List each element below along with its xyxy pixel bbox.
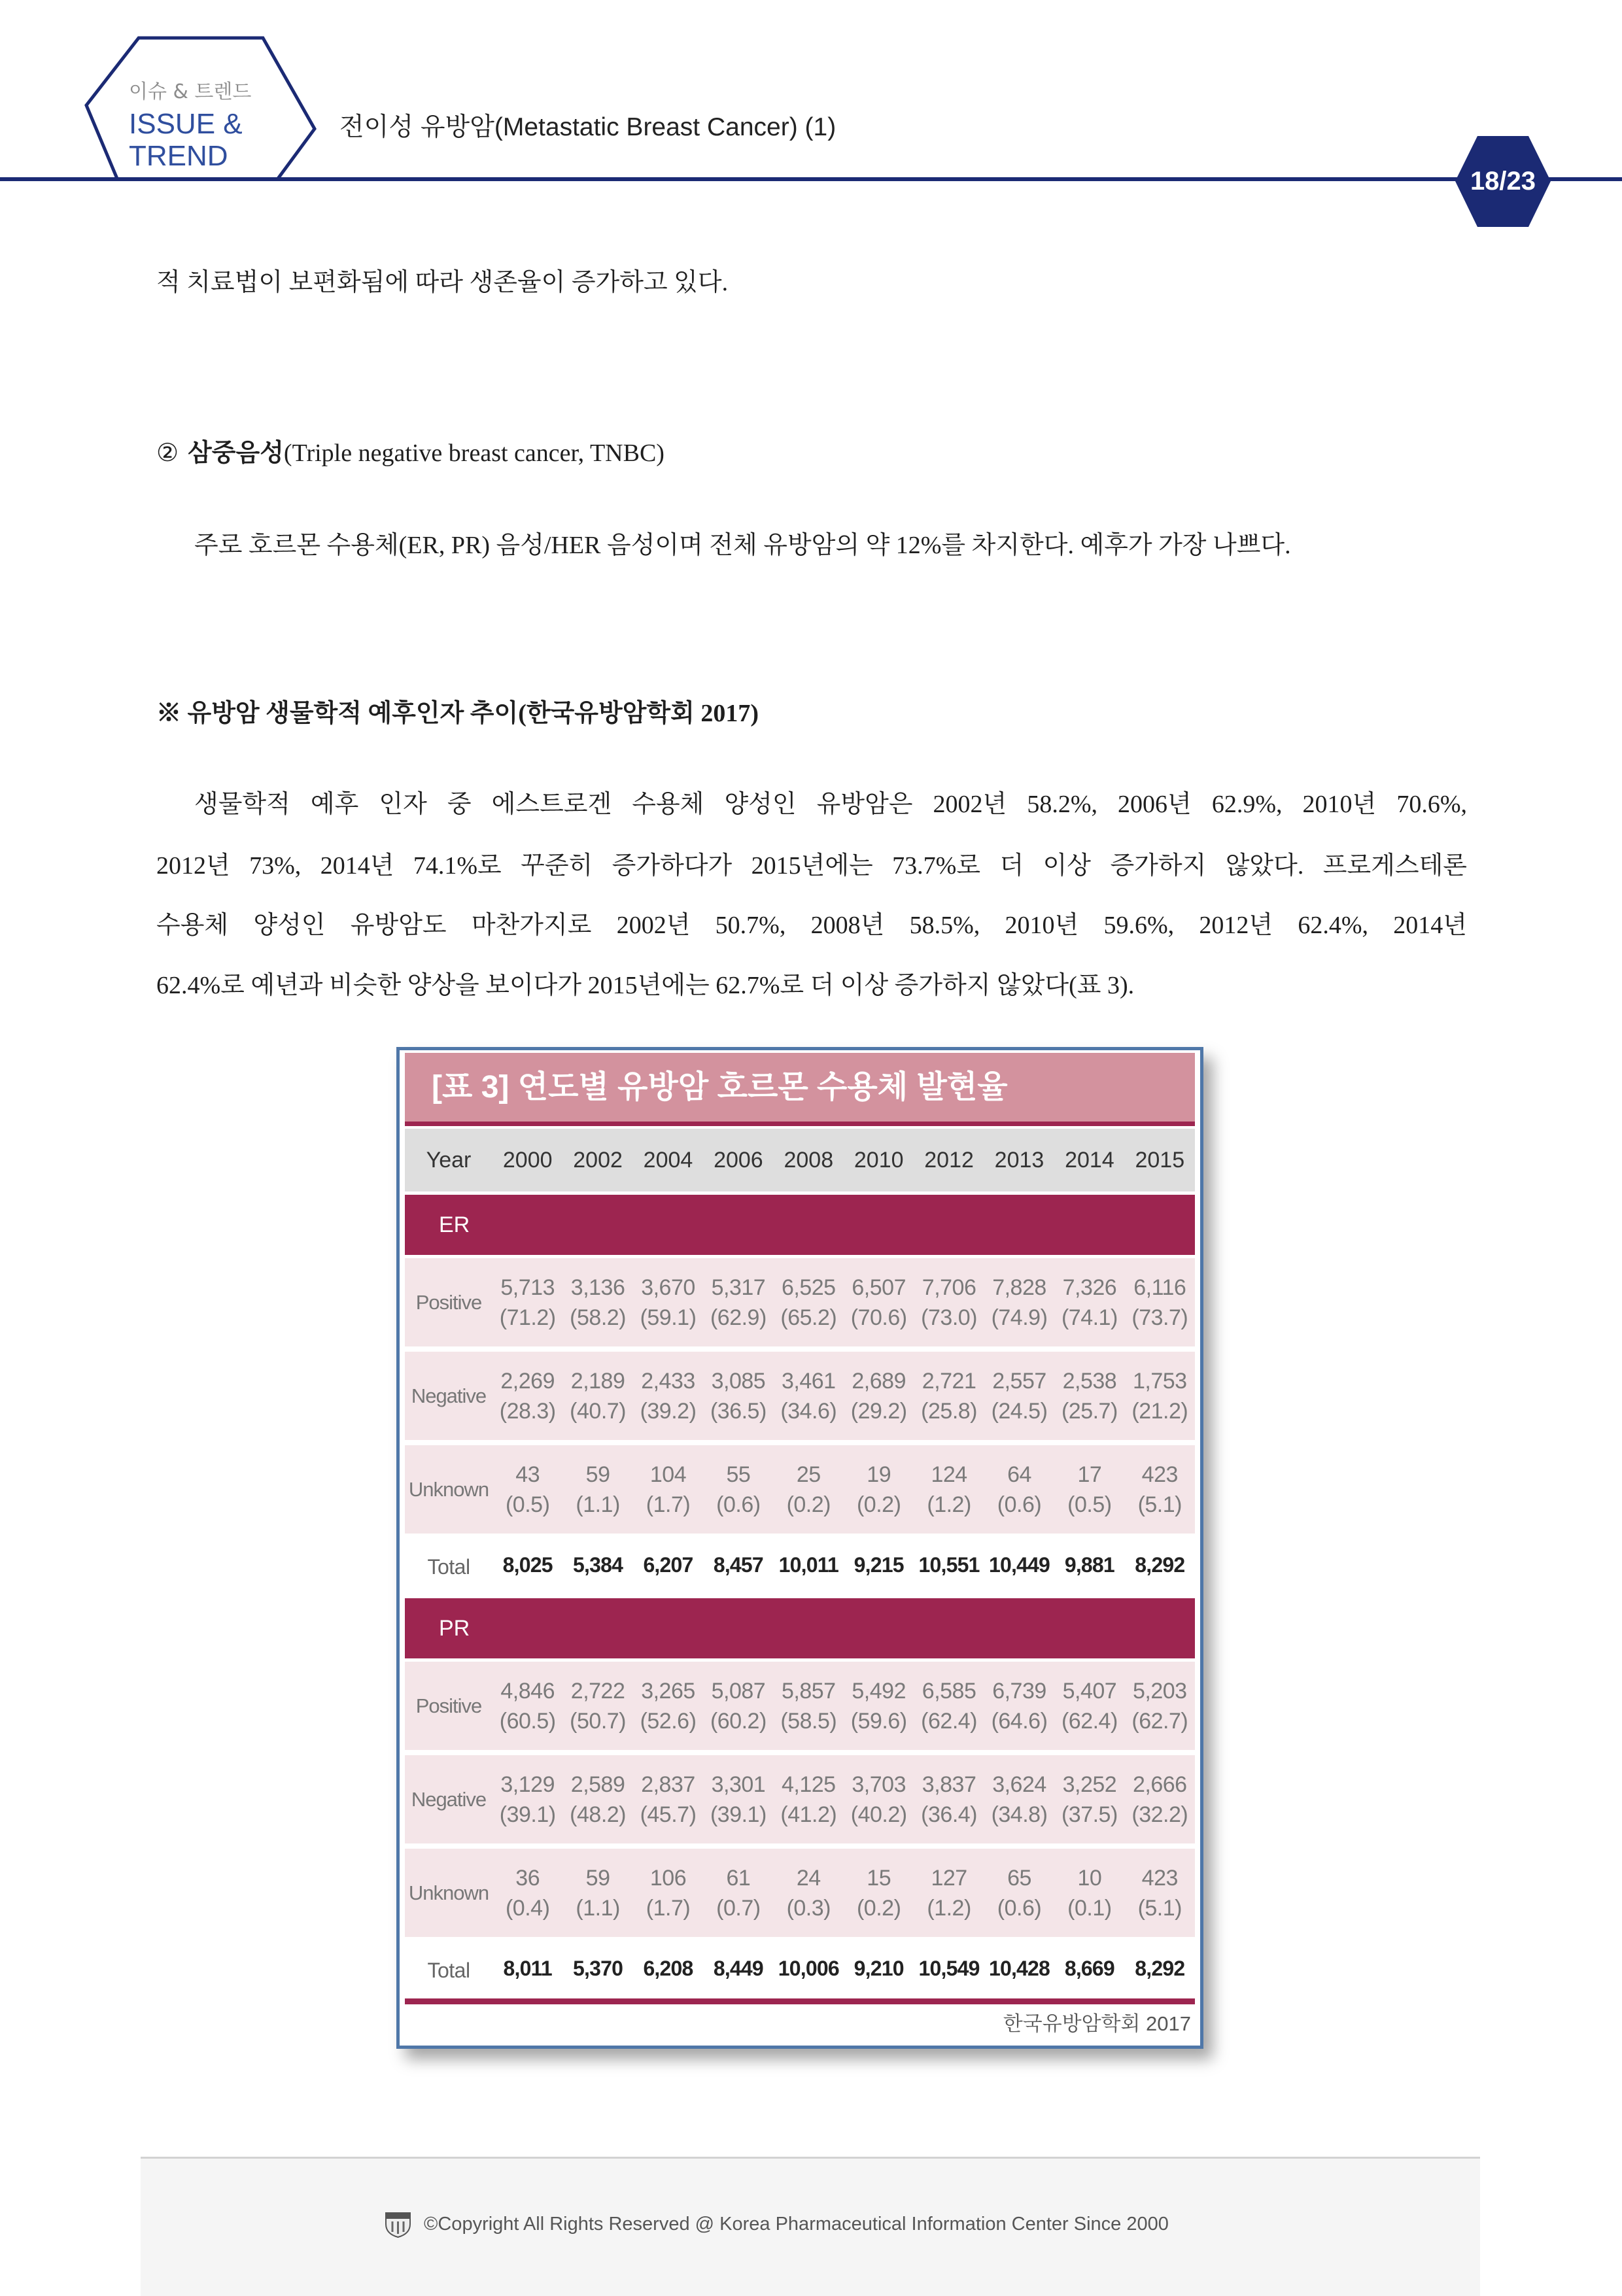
total-cell: 8,669 xyxy=(1064,1957,1114,1980)
cell-count: 423 xyxy=(1141,1462,1178,1487)
table-cell xyxy=(774,1460,844,1520)
table-cell xyxy=(914,1676,984,1736)
total-cell: 8,025 xyxy=(502,1553,553,1577)
cell-percent: (62.4) xyxy=(1061,1708,1118,1734)
group-band-label: ER xyxy=(439,1212,470,1237)
table-cell xyxy=(633,1676,703,1736)
year-header-cell: 2010 xyxy=(854,1147,904,1173)
table-cell xyxy=(633,1863,703,1923)
year-header-label: Year xyxy=(426,1147,472,1173)
table-cell xyxy=(844,1273,914,1333)
cell-percent: (37.5) xyxy=(1061,1802,1118,1827)
cell-percent: (36.4) xyxy=(921,1802,977,1827)
cell-count: 5,492 xyxy=(852,1678,906,1704)
table-cell xyxy=(703,1366,773,1426)
cell-count: 4,125 xyxy=(782,1772,836,1797)
cell-percent: (50.7) xyxy=(570,1708,626,1734)
table-cell xyxy=(1054,1770,1124,1830)
cell-count: 2,538 xyxy=(1062,1368,1117,1394)
cell-percent: (74.9) xyxy=(991,1305,1048,1330)
cell-count: 5,713 xyxy=(500,1275,555,1300)
table-cell xyxy=(774,1366,844,1426)
table-cell xyxy=(984,1460,1054,1520)
section-2-heading xyxy=(156,435,664,471)
table-3-figure xyxy=(396,1047,1203,2049)
cell-percent: (60.2) xyxy=(710,1708,767,1734)
cell-percent: (39.1) xyxy=(499,1802,556,1827)
table-cell xyxy=(1125,1676,1195,1736)
cell-count: 6,739 xyxy=(992,1678,1046,1704)
cell-percent: (0.5) xyxy=(505,1492,550,1517)
cell-percent: (40.7) xyxy=(570,1398,626,1424)
table-row-unknown xyxy=(405,1849,1195,1937)
table-cell xyxy=(562,1460,632,1520)
cell-percent: (24.5) xyxy=(991,1398,1048,1424)
table-cell xyxy=(1054,1460,1124,1520)
cell-percent: (0.6) xyxy=(997,1895,1042,1921)
cell-percent: (70.6) xyxy=(850,1305,907,1330)
cell-count: 3,129 xyxy=(500,1772,555,1797)
total-cell: 9,881 xyxy=(1064,1553,1114,1577)
cell-percent: (0.2) xyxy=(786,1492,831,1517)
cell-percent: (1.2) xyxy=(927,1895,971,1921)
table-cell xyxy=(984,1366,1054,1426)
cell-count: 6,585 xyxy=(922,1678,976,1704)
year-header-cell: 2008 xyxy=(784,1147,834,1173)
cell-count: 2,722 xyxy=(570,1678,625,1704)
paragraph-line: 생물학적 예후 인자 중 에스트로겐 수용체 양성인 유방암은 2002년 58.2%, 2006년 62.9%, 2010년 70.6%, xyxy=(194,791,1467,818)
cell-percent: (5.1) xyxy=(1137,1895,1182,1921)
row-label: Positive xyxy=(415,1290,482,1314)
table-cell xyxy=(633,1770,703,1830)
row-label: Negative xyxy=(411,1384,487,1407)
note-heading: ※ 유방암 생물학적 예후인자 추이(한국유방암학회 2017) xyxy=(156,700,759,727)
cell-count: 2,721 xyxy=(922,1368,976,1394)
table-cell xyxy=(703,1676,773,1736)
cell-percent: (62.4) xyxy=(921,1708,977,1734)
cell-percent: (71.2) xyxy=(499,1305,556,1330)
cell-percent: (28.3) xyxy=(499,1398,556,1424)
table-cell xyxy=(844,1770,914,1830)
cell-count: 55 xyxy=(726,1462,751,1487)
section-2-marker: ② xyxy=(156,439,179,467)
paragraph-line: 62.4%로 예년과 비슷한 양상을 보이다가 2015년에는 62.7%로 더 이상 증가하지 않았다(표 3). xyxy=(156,972,1135,999)
cell-percent: (25.8) xyxy=(921,1398,977,1424)
table-row-unknown xyxy=(405,1445,1195,1534)
table-header-row xyxy=(405,1129,1195,1191)
cell-percent: (62.9) xyxy=(710,1305,767,1330)
cell-count: 65 xyxy=(1007,1865,1031,1891)
cell-count: 6,507 xyxy=(852,1275,906,1300)
table-cell xyxy=(774,1273,844,1333)
table-cell xyxy=(914,1460,984,1520)
table-cell xyxy=(984,1273,1054,1333)
table-cell xyxy=(562,1273,632,1333)
total-cell: 8,292 xyxy=(1135,1553,1185,1577)
table-cell xyxy=(984,1676,1054,1736)
cell-count: 2,689 xyxy=(852,1368,906,1394)
cell-percent: (1.1) xyxy=(576,1895,620,1921)
total-cell: 6,207 xyxy=(643,1553,693,1577)
table-cell xyxy=(562,1676,632,1736)
table-cell xyxy=(914,1863,984,1923)
cell-percent: (59.6) xyxy=(850,1708,907,1734)
total-label: Total xyxy=(427,1959,470,1982)
cell-count: 3,085 xyxy=(711,1368,766,1394)
cell-percent: (0.4) xyxy=(505,1895,550,1921)
cell-percent: (36.5) xyxy=(710,1398,767,1424)
year-header-cell: 2002 xyxy=(573,1147,623,1173)
table-cell xyxy=(844,1460,914,1520)
table-cell xyxy=(562,1863,632,1923)
page-title: 전이성 유방암(Metastatic Breast Cancer) (1) xyxy=(339,113,837,141)
cell-percent: (25.7) xyxy=(1061,1398,1118,1424)
cell-count: 6,525 xyxy=(782,1275,836,1300)
table-cell xyxy=(1054,1676,1124,1736)
table-cell xyxy=(1125,1460,1195,1520)
table-body xyxy=(405,1195,1195,1996)
table-cell xyxy=(844,1863,914,1923)
cell-count: 59 xyxy=(585,1462,610,1487)
cell-count: 3,301 xyxy=(711,1772,766,1797)
table-cell xyxy=(492,1460,562,1520)
table-cell xyxy=(914,1273,984,1333)
cell-count: 3,461 xyxy=(782,1368,836,1394)
cell-percent: (64.6) xyxy=(991,1708,1048,1734)
cell-count: 5,087 xyxy=(711,1678,766,1704)
cell-count: 5,317 xyxy=(711,1275,766,1300)
logo-trend-text: TREND xyxy=(129,140,228,172)
cell-count: 3,837 xyxy=(922,1772,976,1797)
year-header-cell: 2015 xyxy=(1135,1147,1185,1173)
cell-count: 7,706 xyxy=(922,1275,976,1300)
cell-count: 3,252 xyxy=(1062,1772,1117,1797)
cell-count: 43 xyxy=(515,1462,540,1487)
intro-sentence: 적 치료법이 보편화됨에 따라 생존율이 증가하고 있다. xyxy=(156,269,729,296)
table-cell xyxy=(492,1770,562,1830)
table-cell xyxy=(774,1863,844,1923)
total-cell: 8,292 xyxy=(1135,1957,1185,1980)
paragraph-line: 2012년 73%, 2014년 74.1%로 꾸준히 증가하다가 2015년에는 73.7%로 더 이상 증가하지 않았다. 프로게스테론 xyxy=(156,852,1467,880)
section-2-term-detail: (Triple negative breast cancer, TNBC) xyxy=(283,439,664,467)
cell-percent: (45.7) xyxy=(640,1802,697,1827)
cell-count: 6,116 xyxy=(1133,1275,1186,1300)
cell-percent: (60.5) xyxy=(499,1708,556,1734)
table-cell xyxy=(774,1676,844,1736)
table-cell xyxy=(492,1676,562,1736)
cell-percent: (73.0) xyxy=(921,1305,977,1330)
table-cell xyxy=(914,1366,984,1426)
cell-count: 3,136 xyxy=(570,1275,625,1300)
total-cell: 10,549 xyxy=(918,1957,980,1980)
cell-count: 64 xyxy=(1007,1462,1031,1487)
row-label: Negative xyxy=(411,1787,487,1811)
table-cell xyxy=(1054,1863,1124,1923)
total-cell: 8,449 xyxy=(713,1957,763,1980)
section-2-text: 주로 호르몬 수용체(ER, PR) 음성/HER 음성이며 전체 유방암의 약 12%를 차지한다. 예후가 가장 나쁘다. xyxy=(194,532,1291,559)
cell-count: 106 xyxy=(649,1865,687,1891)
section-2-term: 삼중음성 xyxy=(188,439,284,467)
cell-percent: (21.2) xyxy=(1131,1398,1188,1424)
total-cell: 5,370 xyxy=(573,1957,623,1980)
cell-percent: (59.1) xyxy=(640,1305,697,1330)
cell-count: 25 xyxy=(796,1462,821,1487)
cell-count: 7,828 xyxy=(992,1275,1046,1300)
cell-percent: (5.1) xyxy=(1137,1492,1182,1517)
cell-percent: (0.2) xyxy=(856,1492,901,1517)
row-label: Unknown xyxy=(408,1477,489,1501)
cell-count: 24 xyxy=(796,1865,821,1891)
total-cell: 6,208 xyxy=(643,1957,693,1980)
cell-count: 5,857 xyxy=(782,1678,836,1704)
header-rule xyxy=(0,177,1622,181)
cell-percent: (0.6) xyxy=(716,1492,761,1517)
table-source: 한국유방암학회 2017 xyxy=(1003,2012,1191,2035)
group-band-label: PR xyxy=(439,1616,470,1641)
total-cell: 5,384 xyxy=(573,1553,623,1577)
cell-percent: (74.1) xyxy=(1061,1305,1118,1330)
cell-percent: (1.7) xyxy=(646,1895,691,1921)
cell-count: 2,433 xyxy=(641,1368,695,1394)
table-row-negative xyxy=(405,1352,1195,1440)
cell-percent: (52.6) xyxy=(640,1708,697,1734)
table-cell xyxy=(1125,1273,1195,1333)
cell-count: 17 xyxy=(1077,1462,1102,1487)
table-cell xyxy=(1125,1366,1195,1426)
table-cell xyxy=(1125,1770,1195,1830)
total-cell: 9,215 xyxy=(854,1553,904,1577)
total-cell: 10,449 xyxy=(988,1553,1050,1577)
cell-count: 2,269 xyxy=(500,1368,555,1394)
cell-percent: (32.2) xyxy=(1131,1802,1188,1827)
cell-count: 3,670 xyxy=(641,1275,695,1300)
table-cell xyxy=(562,1770,632,1830)
total-label: Total xyxy=(427,1555,470,1579)
cell-percent: (58.2) xyxy=(570,1305,626,1330)
cell-count: 1,753 xyxy=(1133,1368,1187,1394)
total-cell: 9,210 xyxy=(854,1957,904,1980)
cell-percent: (58.5) xyxy=(780,1708,837,1734)
cell-count: 3,624 xyxy=(992,1772,1046,1797)
total-cell: 10,428 xyxy=(988,1957,1050,1980)
cell-percent: (48.2) xyxy=(570,1802,626,1827)
group-band-er xyxy=(405,1195,1195,1255)
table-title: [표 3] 연도별 유방암 호르몬 수용체 발현율 xyxy=(405,1053,1195,1122)
cell-count: 5,203 xyxy=(1133,1678,1187,1704)
table-cell xyxy=(492,1863,562,1923)
table-row-negative xyxy=(405,1755,1195,1843)
row-label: Unknown xyxy=(408,1881,489,1904)
cell-count: 2,189 xyxy=(570,1368,625,1394)
table-top-rule xyxy=(405,1122,1195,1126)
cell-percent: (1.7) xyxy=(646,1492,691,1517)
cell-count: 2,589 xyxy=(570,1772,625,1797)
cell-count: 19 xyxy=(867,1462,891,1487)
cell-percent: (39.1) xyxy=(710,1802,767,1827)
cell-percent: (34.6) xyxy=(780,1398,837,1424)
year-header-cell: 2013 xyxy=(994,1147,1044,1173)
cell-percent: (0.6) xyxy=(997,1492,1042,1517)
table-row-positive xyxy=(405,1258,1195,1346)
table-total-row xyxy=(405,1941,1195,1996)
cell-count: 104 xyxy=(649,1462,687,1487)
logo-korean-text: 이슈 & 트렌드 xyxy=(129,80,252,103)
cell-count: 36 xyxy=(515,1865,540,1891)
cell-percent: (62.7) xyxy=(1131,1708,1188,1734)
cell-percent: (1.1) xyxy=(576,1492,620,1517)
table-cell xyxy=(492,1273,562,1333)
cell-percent: (0.3) xyxy=(786,1895,831,1921)
cell-count: 2,557 xyxy=(992,1368,1046,1394)
table-cell xyxy=(1054,1273,1124,1333)
table-cell xyxy=(984,1770,1054,1830)
table-cell xyxy=(774,1770,844,1830)
cell-percent: (1.2) xyxy=(927,1492,971,1517)
year-header-cell: 2012 xyxy=(924,1147,974,1173)
total-cell: 8,011 xyxy=(503,1957,552,1980)
cell-count: 59 xyxy=(585,1865,610,1891)
table-bottom-rule xyxy=(405,1998,1195,2004)
cell-percent: (0.1) xyxy=(1067,1895,1112,1921)
cell-percent: (29.2) xyxy=(850,1398,907,1424)
year-header-cell: 2000 xyxy=(502,1147,553,1173)
table-cell xyxy=(703,1273,773,1333)
table-cell xyxy=(633,1460,703,1520)
row-label: Positive xyxy=(415,1694,482,1717)
table-cell xyxy=(492,1366,562,1426)
cell-count: 2,666 xyxy=(1133,1772,1187,1797)
cell-count: 15 xyxy=(867,1865,891,1891)
cell-count: 423 xyxy=(1141,1865,1178,1891)
table-cell xyxy=(1054,1366,1124,1426)
table-cell xyxy=(633,1273,703,1333)
total-cell: 10,011 xyxy=(778,1553,838,1577)
cell-count: 5,407 xyxy=(1062,1678,1117,1704)
cell-count: 2,837 xyxy=(641,1772,695,1797)
table-cell xyxy=(633,1366,703,1426)
table-cell xyxy=(703,1770,773,1830)
cell-percent: (39.2) xyxy=(640,1398,697,1424)
cell-count: 7,326 xyxy=(1062,1275,1117,1300)
table-cell xyxy=(984,1863,1054,1923)
group-band-pr xyxy=(405,1598,1195,1658)
year-header-cell: 2006 xyxy=(714,1147,763,1173)
table-row-positive xyxy=(405,1662,1195,1750)
table-cell xyxy=(1125,1863,1195,1923)
table-cell xyxy=(844,1676,914,1736)
logo-issue-text: ISSUE & xyxy=(129,108,243,140)
cell-percent: (0.2) xyxy=(856,1895,901,1921)
year-header-cell: 2004 xyxy=(643,1147,693,1173)
table-cell xyxy=(914,1770,984,1830)
total-cell: 10,006 xyxy=(778,1957,839,1980)
table-cell xyxy=(844,1366,914,1426)
kpic-emblem-icon xyxy=(383,2210,413,2239)
table-total-row xyxy=(405,1537,1195,1593)
cell-percent: (0.5) xyxy=(1067,1492,1112,1517)
cell-count: 4,846 xyxy=(500,1678,555,1704)
cell-percent: (40.2) xyxy=(850,1802,907,1827)
cell-percent: (73.7) xyxy=(1131,1305,1188,1330)
cell-count: 3,703 xyxy=(852,1772,906,1797)
paragraph-line: 수용체 양성인 유방암도 마찬가지로 2002년 50.7%, 2008년 58.5%, 2010년 59.6%, 2012년 62.4%, 2014년 xyxy=(156,912,1467,939)
cell-count: 3,265 xyxy=(641,1678,695,1704)
copyright-text: ©Copyright All Rights Reserved @ Korea Pharmaceutical Information Center Since 2000 xyxy=(424,2214,1169,2235)
table-cell xyxy=(703,1460,773,1520)
cell-count: 124 xyxy=(931,1462,967,1487)
page-number: 18/23 xyxy=(1470,167,1536,196)
year-header-cell: 2014 xyxy=(1065,1147,1114,1173)
cell-count: 127 xyxy=(931,1865,967,1891)
total-cell: 10,551 xyxy=(918,1553,980,1577)
table-cell xyxy=(562,1366,632,1426)
cell-percent: (41.2) xyxy=(780,1802,837,1827)
cell-percent: (0.7) xyxy=(716,1895,761,1921)
cell-count: 10 xyxy=(1077,1865,1102,1891)
table-cell xyxy=(703,1863,773,1923)
cell-percent: (65.2) xyxy=(780,1305,837,1330)
cell-percent: (34.8) xyxy=(991,1802,1048,1827)
total-cell: 8,457 xyxy=(713,1553,763,1577)
cell-count: 61 xyxy=(726,1865,751,1891)
